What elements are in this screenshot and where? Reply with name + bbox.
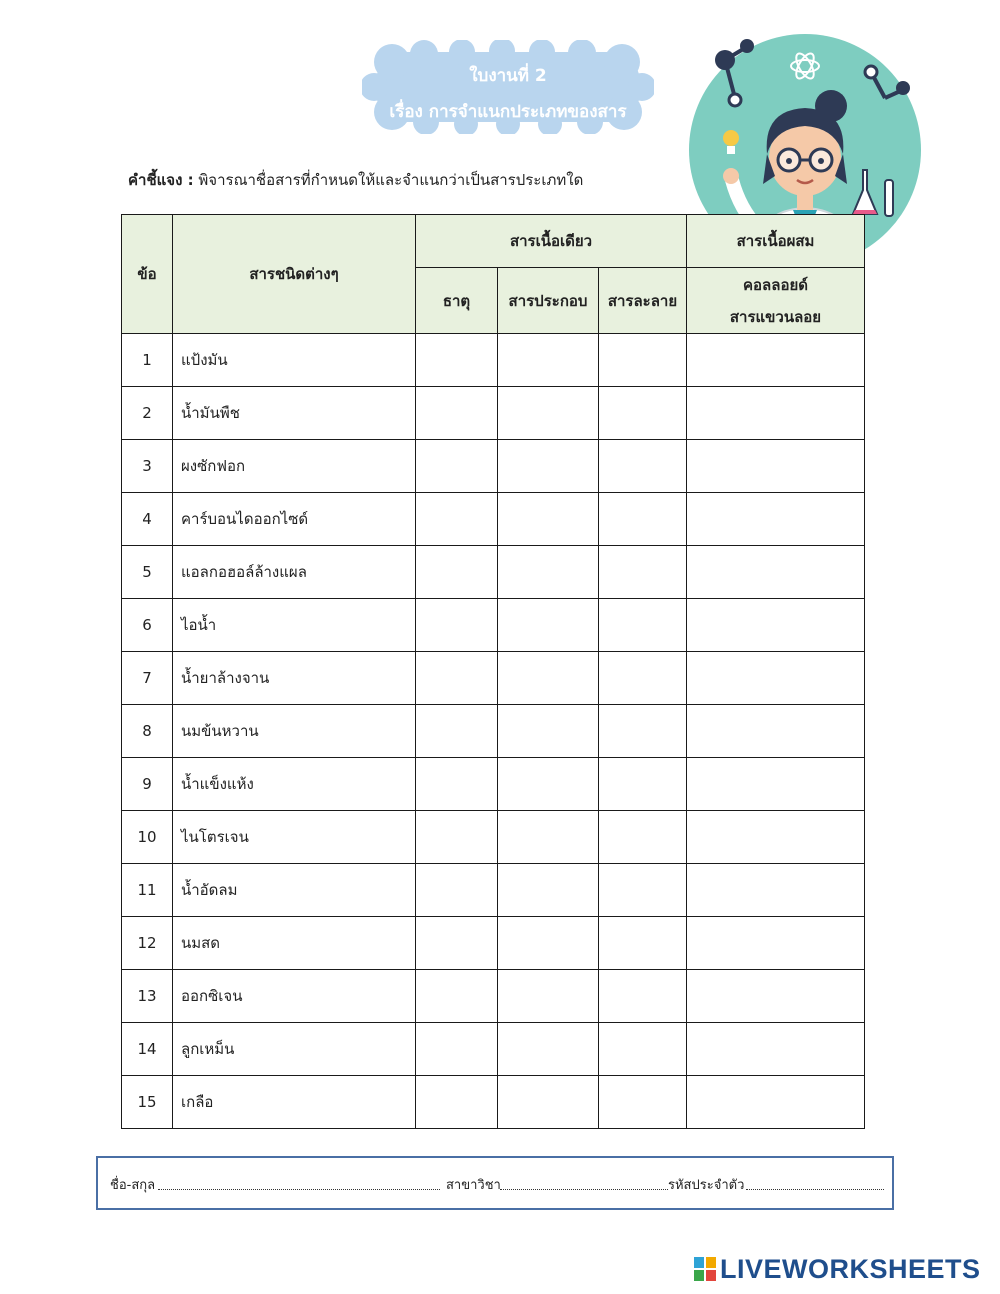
- substance-name: ไนโตรเจน: [173, 811, 416, 864]
- substance-name: ลูกเหม็น: [173, 1023, 416, 1076]
- header-mixture: สารเนื้อผสม: [687, 215, 865, 268]
- header-solution: สารละลาย: [599, 268, 687, 334]
- table-row: [122, 705, 865, 758]
- answer-cell-compound[interactable]: [498, 970, 599, 1023]
- header-compound: สารประกอบ: [498, 268, 599, 334]
- table-row: [122, 970, 865, 1023]
- liveworksheets-logo: [694, 1254, 981, 1284]
- title-banner: [362, 40, 654, 134]
- row-number: 15: [122, 1076, 173, 1129]
- table-row: [122, 917, 865, 970]
- answer-cell-mixture[interactable]: [687, 546, 865, 599]
- answer-cell-mixture[interactable]: [687, 387, 865, 440]
- answer-cell-mixture[interactable]: [687, 970, 865, 1023]
- header-suspension: สารแขวนลอย: [729, 307, 822, 326]
- answer-cell-compound[interactable]: [498, 652, 599, 705]
- answer-cell-element[interactable]: [416, 387, 498, 440]
- answer-cell-compound[interactable]: [498, 811, 599, 864]
- answer-cell-compound[interactable]: [498, 440, 599, 493]
- table-row: [122, 811, 865, 864]
- answer-cell-element[interactable]: [416, 652, 498, 705]
- answer-cell-element[interactable]: [416, 1076, 498, 1129]
- row-number: 3: [122, 440, 173, 493]
- answer-cell-element[interactable]: [416, 705, 498, 758]
- row-number: 6: [122, 599, 173, 652]
- row-number: 4: [122, 493, 173, 546]
- table-row: [122, 493, 865, 546]
- substance-name: แป้งมัน: [173, 334, 416, 387]
- answer-cell-mixture[interactable]: [687, 599, 865, 652]
- answer-cell-element[interactable]: [416, 493, 498, 546]
- answer-cell-mixture[interactable]: [687, 334, 865, 387]
- answer-cell-element[interactable]: [416, 546, 498, 599]
- answer-cell-mixture[interactable]: [687, 811, 865, 864]
- answer-cell-compound[interactable]: [498, 493, 599, 546]
- substance-name: น้ำแข็งแห้ง: [173, 758, 416, 811]
- major-field[interactable]: [500, 1189, 668, 1190]
- row-number: 8: [122, 705, 173, 758]
- substance-name: น้ำยาล้างจาน: [173, 652, 416, 705]
- name-label: ชื่อ-สกุล: [110, 1178, 156, 1193]
- answer-cell-solution[interactable]: [599, 440, 687, 493]
- answer-cell-element[interactable]: [416, 811, 498, 864]
- answer-cell-mixture[interactable]: [687, 758, 865, 811]
- answer-cell-element[interactable]: [416, 1023, 498, 1076]
- answer-cell-element[interactable]: [416, 917, 498, 970]
- answer-cell-compound[interactable]: [498, 387, 599, 440]
- substance-name: เกลือ: [173, 1076, 416, 1129]
- answer-cell-solution[interactable]: [599, 1076, 687, 1129]
- row-number: 12: [122, 917, 173, 970]
- student-id-label: รหัสประจำตัว: [668, 1178, 745, 1193]
- substance-name: ไอน้ำ: [173, 599, 416, 652]
- answer-cell-solution[interactable]: [599, 387, 687, 440]
- header-substance: สารชนิดต่างๆ: [173, 215, 416, 334]
- row-number: 13: [122, 970, 173, 1023]
- substance-name: แอลกอฮอล์ล้างแผล: [173, 546, 416, 599]
- header-no: ข้อ: [122, 215, 173, 334]
- instruction-text: พิจารณาชื่อสารที่กำหนดให้และจำแนกว่าเป็นสารประเภทใด: [193, 171, 584, 189]
- answer-cell-element[interactable]: [416, 864, 498, 917]
- header-colloid: คอลลอยด์: [743, 275, 808, 294]
- answer-cell-compound[interactable]: [498, 1076, 599, 1129]
- answer-cell-compound[interactable]: [498, 334, 599, 387]
- answer-cell-element[interactable]: [416, 599, 498, 652]
- row-number: 14: [122, 1023, 173, 1076]
- table-row: [122, 546, 865, 599]
- student-info-box: [96, 1156, 894, 1210]
- answer-cell-mixture[interactable]: [687, 917, 865, 970]
- answer-cell-element[interactable]: [416, 334, 498, 387]
- table-row: [122, 387, 865, 440]
- answer-cell-compound[interactable]: [498, 705, 599, 758]
- brand-text: LIVEWORKSHEETS: [720, 1253, 981, 1284]
- answer-cell-solution[interactable]: [599, 599, 687, 652]
- row-number: 11: [122, 864, 173, 917]
- row-number: 1: [122, 334, 173, 387]
- table-row: [122, 652, 865, 705]
- answer-cell-compound[interactable]: [498, 917, 599, 970]
- answer-cell-element[interactable]: [416, 970, 498, 1023]
- answer-cell-solution[interactable]: [599, 811, 687, 864]
- header-pure-substance: สารเนื้อเดียว: [416, 215, 687, 268]
- worksheet-number: ใบงานที่ 2: [469, 66, 547, 86]
- answer-cell-compound[interactable]: [498, 758, 599, 811]
- answer-cell-compound[interactable]: [498, 1023, 599, 1076]
- table-row: [122, 440, 865, 493]
- answer-cell-mixture[interactable]: [687, 440, 865, 493]
- answer-cell-solution[interactable]: [599, 758, 687, 811]
- answer-cell-mixture[interactable]: [687, 1076, 865, 1129]
- answer-cell-mixture[interactable]: [687, 1023, 865, 1076]
- row-number: 10: [122, 811, 173, 864]
- header-colloid-suspension: [687, 268, 865, 334]
- answer-cell-solution[interactable]: [599, 652, 687, 705]
- major-label: สาขาวิชา: [446, 1178, 501, 1193]
- answer-cell-solution[interactable]: [599, 705, 687, 758]
- answer-cell-solution[interactable]: [599, 334, 687, 387]
- row-number: 5: [122, 546, 173, 599]
- liveworksheets-icon: [694, 1257, 716, 1281]
- answer-cell-compound[interactable]: [498, 864, 599, 917]
- table-row: [122, 1076, 865, 1129]
- substance-name: ออกซิเจน: [173, 970, 416, 1023]
- table-body: [122, 334, 865, 1129]
- answer-cell-solution[interactable]: [599, 493, 687, 546]
- substance-name: นมสด: [173, 917, 416, 970]
- substance-name: น้ำมันพืช: [173, 387, 416, 440]
- table-row: [122, 599, 865, 652]
- header-element: ธาตุ: [416, 268, 498, 334]
- answer-cell-mixture[interactable]: [687, 864, 865, 917]
- answer-cell-element[interactable]: [416, 440, 498, 493]
- substance-name: คาร์บอนไดออกไซด์: [173, 493, 416, 546]
- answer-cell-mixture[interactable]: [687, 705, 865, 758]
- student-id-field[interactable]: [746, 1189, 884, 1190]
- answer-cell-mixture[interactable]: [687, 493, 865, 546]
- substance-name: นมข้นหวาน: [173, 705, 416, 758]
- answer-cell-mixture[interactable]: [687, 652, 865, 705]
- substance-name: น้ำอัดลม: [173, 864, 416, 917]
- instruction: [128, 168, 583, 192]
- table-row: [122, 864, 865, 917]
- answer-cell-compound[interactable]: [498, 599, 599, 652]
- answer-cell-solution[interactable]: [599, 1023, 687, 1076]
- answer-cell-element[interactable]: [416, 758, 498, 811]
- substance-name: ผงซักฟอก: [173, 440, 416, 493]
- instruction-label: คำชี้แจง :: [128, 171, 194, 189]
- classification-table: [121, 214, 865, 1129]
- name-field[interactable]: [158, 1189, 440, 1190]
- table-row: [122, 1023, 865, 1076]
- row-number: 7: [122, 652, 173, 705]
- answer-cell-solution[interactable]: [599, 970, 687, 1023]
- table-row: [122, 758, 865, 811]
- worksheet-topic: เรื่อง การจำแนกประเภทของสาร: [389, 102, 627, 122]
- answer-cell-solution[interactable]: [599, 546, 687, 599]
- row-number: 9: [122, 758, 173, 811]
- table-row: [122, 334, 865, 387]
- answer-cell-solution[interactable]: [599, 917, 687, 970]
- row-number: 2: [122, 387, 173, 440]
- answer-cell-compound[interactable]: [498, 546, 599, 599]
- answer-cell-solution[interactable]: [599, 864, 687, 917]
